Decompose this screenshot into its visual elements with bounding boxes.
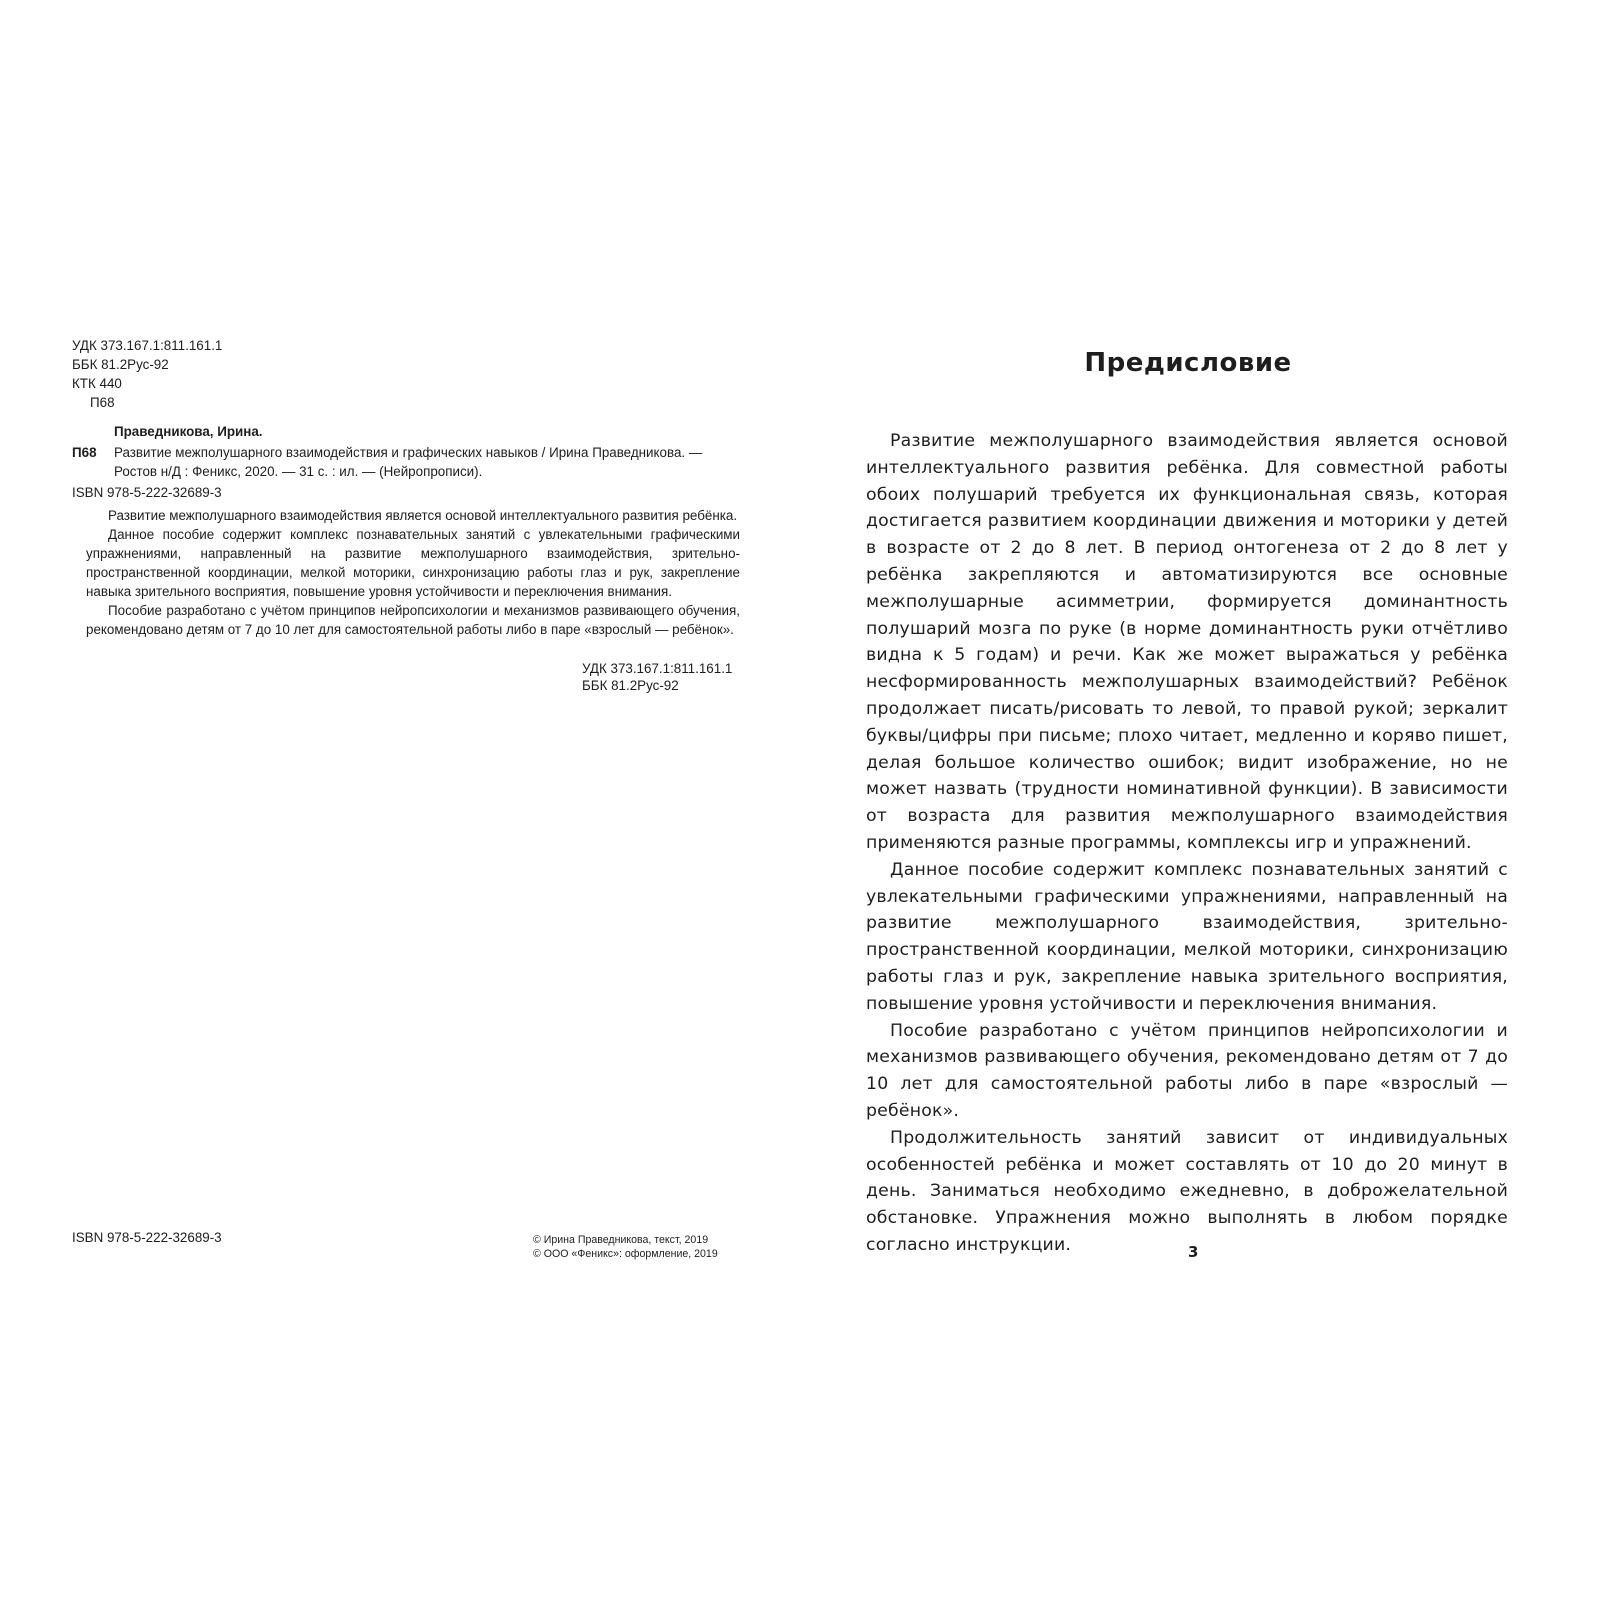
bbk-code-bottom: ББК 81.2Рус-92 [582, 678, 679, 693]
classification-codes [72, 336, 740, 412]
ktk-code: КТК 440 [72, 376, 122, 391]
preface-paragraph: Развитие межполушарного взаимодействия является основой интеллектуального развития ребёнка. Для совместной работы обоих полушарий требуется их функциональная связь, которая достигается развитием координации движения и моторики у детей в возрасте от 2 до 8 лет. В период онтогенеза от 2 до 8 лет у ребёнка закрепляются и автоматизируются все основные межполушарные асимметрии, формируется доминантность полушарий мозга по руке (в норме доминантность руки отчётливо видна к 5 годам) и речи. Как же может выражаться у ребёнка несформированность межполушарных взаимодействий? Ребёнок продолжает писать/рисовать то левой, то правой рукой; зеркалит буквы/цифры при письме; плохо читает, медленно и коряво пишет, делая большое количество ошибок; видит изображение, но не может назвать (трудности номинативной функции). В зависимости от возраста для развития межполушарного взаимодействия применяются разные программы, комплексы игр и упражнений. [866, 431, 1508, 853]
bbk-code: ББК 81.2Рус-92 [72, 357, 169, 372]
copyright-design: © ООО «Феникс»: оформление, 2019 [533, 1248, 718, 1260]
copyright-text: © Ирина Праведникова, текст, 2019 [533, 1234, 709, 1246]
annotation [72, 506, 740, 639]
catalog-description [114, 443, 740, 481]
preface-paragraph: Продолжительность занятий зависит от индивидуальных особенностей ребёнка и может составлять от 10 до 20 минут в день. Заниматься необходимо ежедневно, в доброжелательной обстановке. Упражнения можно выполнять в любом порядке согласно инструкции. [866, 1127, 1508, 1255]
isbn-top: ISBN 978-5-222-32689-3 [72, 485, 222, 500]
page-number: 3 [1188, 1243, 1199, 1261]
preface-body [866, 428, 1508, 1259]
preface-paragraph: Данное пособие содержит комплекс познавательных занятий с увлекательными графическими упражнениями, направленный на развитие межполушарного взаимодействия, зрительно-пространственной координации, мелкой моторики, синхронизацию работы глаз и рук, закрепление навыка зрительного восприятия, повышение уровня устойчивости и переключения внимания. [866, 859, 1508, 1014]
preface-title: Предисловие [1084, 348, 1292, 378]
catalog-title-line: Развитие межполушарного взаимодействия и графических навыков / Ирина Праведникова. — [114, 445, 703, 460]
author-mark: П68 [90, 395, 115, 410]
bottom-classification-codes [582, 659, 740, 693]
isbn-bottom: ISBN 978-5-222-32689-3 [72, 1230, 222, 1245]
catalog-mark: П68 [72, 445, 97, 460]
annotation-paragraph: Развитие межполушарного взаимодействия является основой интеллектуального развития ребёнка. [108, 508, 738, 523]
udk-code: УДК 373.167.1:811.161.1 [72, 338, 223, 353]
catalog-publication-line: Ростов н/Д : Феникс, 2020. — 31 с. : ил. — (Нейропрописи). [114, 464, 483, 479]
author-name: Праведникова, Ирина. [114, 424, 263, 439]
copyright-block [533, 1233, 718, 1261]
imprint-page [72, 336, 740, 693]
annotation-paragraph: Данное пособие содержит комплекс познавательных занятий с увлекательными графическими упражнениями, направленный на развитие межполушарного взаимодействия, зрительно-пространственной координации, мелкой моторики, синхронизацию работы глаз и рук, закрепление навыка зрительного восприятия, повышение уровня устойчивости и переключения внимания. [86, 527, 740, 599]
preface-paragraph: Пособие разработано с учётом принципов нейропсихологии и механизмов развивающего обучения, рекомендовано детям от 7 до 10 лет для самостоятельной работы либо в паре «взрослый — ребёнок». [866, 1020, 1508, 1121]
udk-code-bottom: УДК 373.167.1:811.161.1 [582, 661, 733, 676]
catalog-entry [72, 443, 740, 481]
annotation-paragraph: Пособие разработано с учётом принципов нейропсихологии и механизмов развивающего обучения, рекомендовано детям от 7 до 10 лет для самостоятельной работы либо в паре «взрослый — ребёнок». [86, 603, 740, 637]
